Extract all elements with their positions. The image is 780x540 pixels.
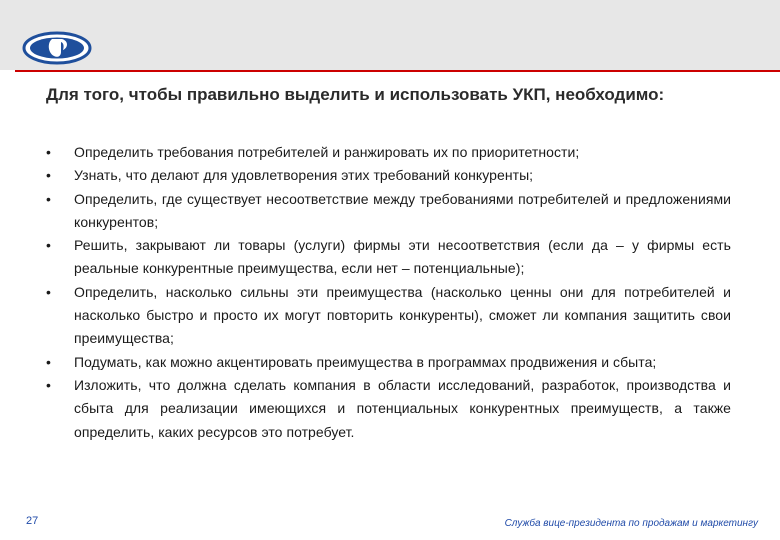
- header-rule: [15, 70, 780, 72]
- list-item-text: Определить, где существует несоответствие между требованиями потребителей и предложениями конкурентов;: [74, 190, 731, 230]
- bullet-icon: •: [46, 190, 51, 207]
- list-item: [46, 351, 731, 374]
- list-item-text: Изложить, что должна сделать компания в области исследований, разработок, производства и сбыта для реализации имеющихся и потенциальных конкурентных преимуществ, а также определить, каких ресурсов это потребует.: [74, 376, 731, 440]
- list-item: [46, 164, 731, 187]
- bullet-icon: •: [46, 376, 51, 393]
- bullet-icon: •: [46, 237, 51, 254]
- list-item: [46, 141, 731, 164]
- list-item-text: Определить требования потребителей и ранжировать их по приоритетности;: [74, 144, 580, 160]
- list-item-text: Узнать, что делают для удовлетворения этих требований конкуренты;: [74, 167, 534, 184]
- list-item: [46, 281, 731, 351]
- list-item-text: Решить, закрывают ли товары (услуги) фирмы эти несоответствия (если да – у фирмы есть реальные конкурентные преимущества, если нет – потенциальные);: [74, 237, 731, 277]
- list-item: [46, 234, 731, 281]
- bullet-icon: •: [46, 353, 51, 370]
- page-number: 27: [26, 515, 39, 527]
- bullet-icon: •: [46, 167, 51, 184]
- requirements-list: [46, 141, 731, 444]
- bullet-icon: •: [46, 283, 51, 300]
- header-band: [0, 0, 780, 70]
- list-item: [46, 188, 731, 235]
- list-item-text: Определить, насколько сильны эти преимущества (насколько ценны они для потребителей и насколько быстро и просто их могут повторить конкуренты), сможет ли компания защитить свои преимущества;: [74, 283, 731, 347]
- slide-title: Для того, чтобы правильно выделить и использовать УКП, необходимо:: [46, 85, 665, 104]
- footer-department: Служба вице-президента по продажам и маркетингу: [504, 518, 758, 529]
- list-item: [46, 374, 731, 444]
- company-logo: [20, 28, 94, 68]
- bullet-icon: •: [46, 144, 51, 160]
- list-item-text: Подумать, как можно акцентировать преимущества в программах продвижения и сбыта;: [74, 353, 657, 370]
